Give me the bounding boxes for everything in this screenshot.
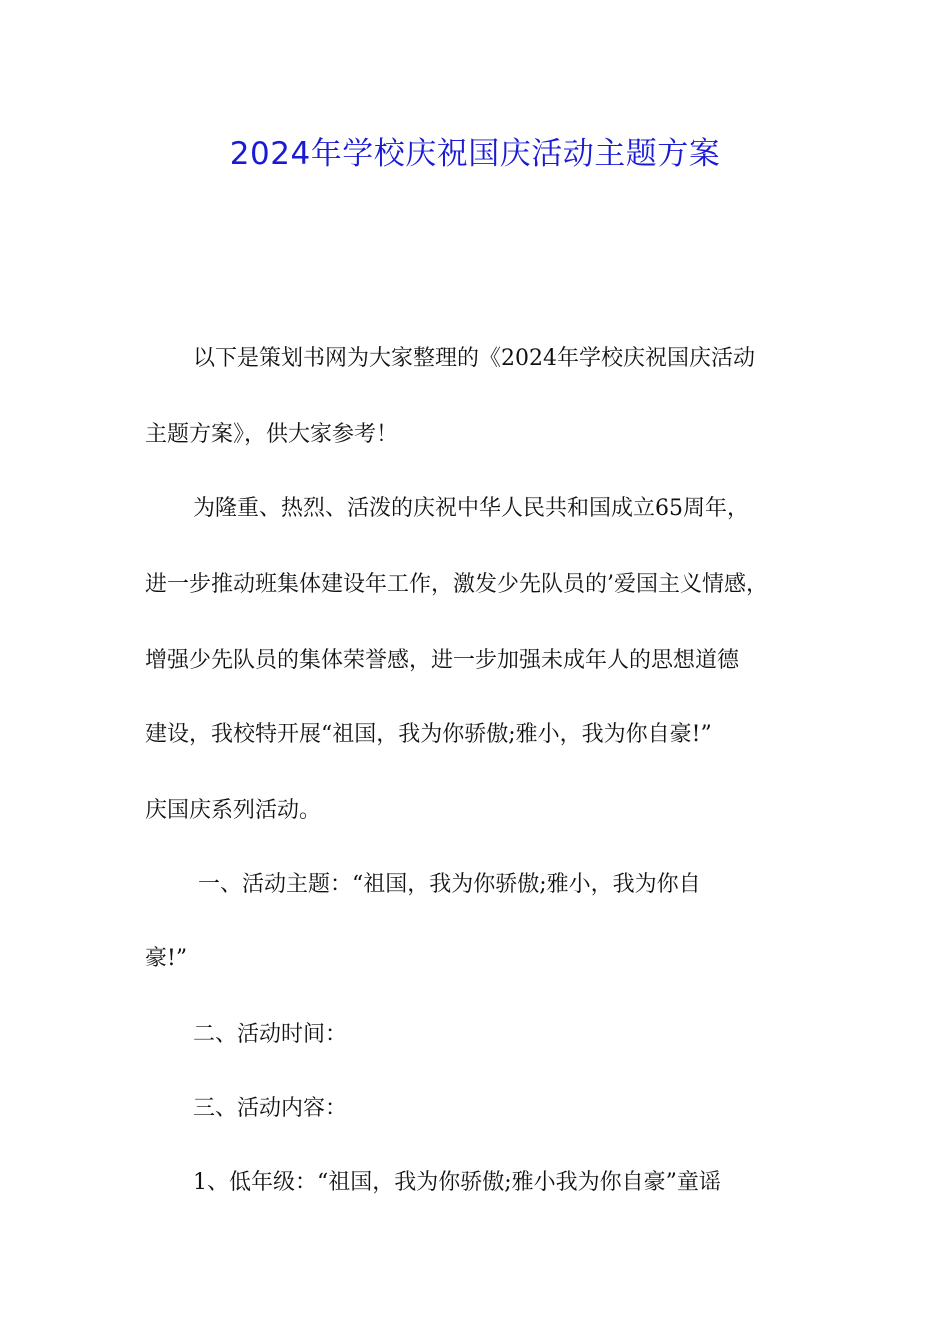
section-heading-line: 一、活动主题：“祖国，我为你骄傲;雅小，我为你自 [198, 872, 701, 897]
paragraph-line: 增强少先队员的集体荣誉感，进一步加强未成年人的思想道德 [145, 648, 740, 673]
paragraph-line: 主题方案》，供大家参考！ [145, 422, 399, 447]
paragraph-line: 为隆重、热烈、活泼的庆祝中华人民共和国成立65周年， [193, 496, 749, 521]
section-heading: 三、活动内容： [193, 1096, 348, 1121]
paragraph-line: 建设，我校特开展“祖国，我为你骄傲;雅小，我为你自豪!” [145, 722, 712, 747]
section-heading: 二、活动时间： [193, 1022, 348, 1047]
paragraph-line: 进一步推动班集体建设年工作，激发少先队员的’爱国主义情感， [145, 572, 768, 597]
list-item-line: 1、低年级：“祖国，我为你骄傲;雅小我为你自豪”童谣 [193, 1170, 721, 1195]
document-title: 2024年学校庆祝国庆活动主题方案 [229, 136, 721, 172]
paragraph-line: 庆国庆系列活动。 [145, 798, 322, 823]
paragraph-line: 以下是策划书网为大家整理的《2024年学校庆祝国庆活动 [193, 346, 755, 371]
section-heading-line: 豪!” [145, 946, 188, 971]
